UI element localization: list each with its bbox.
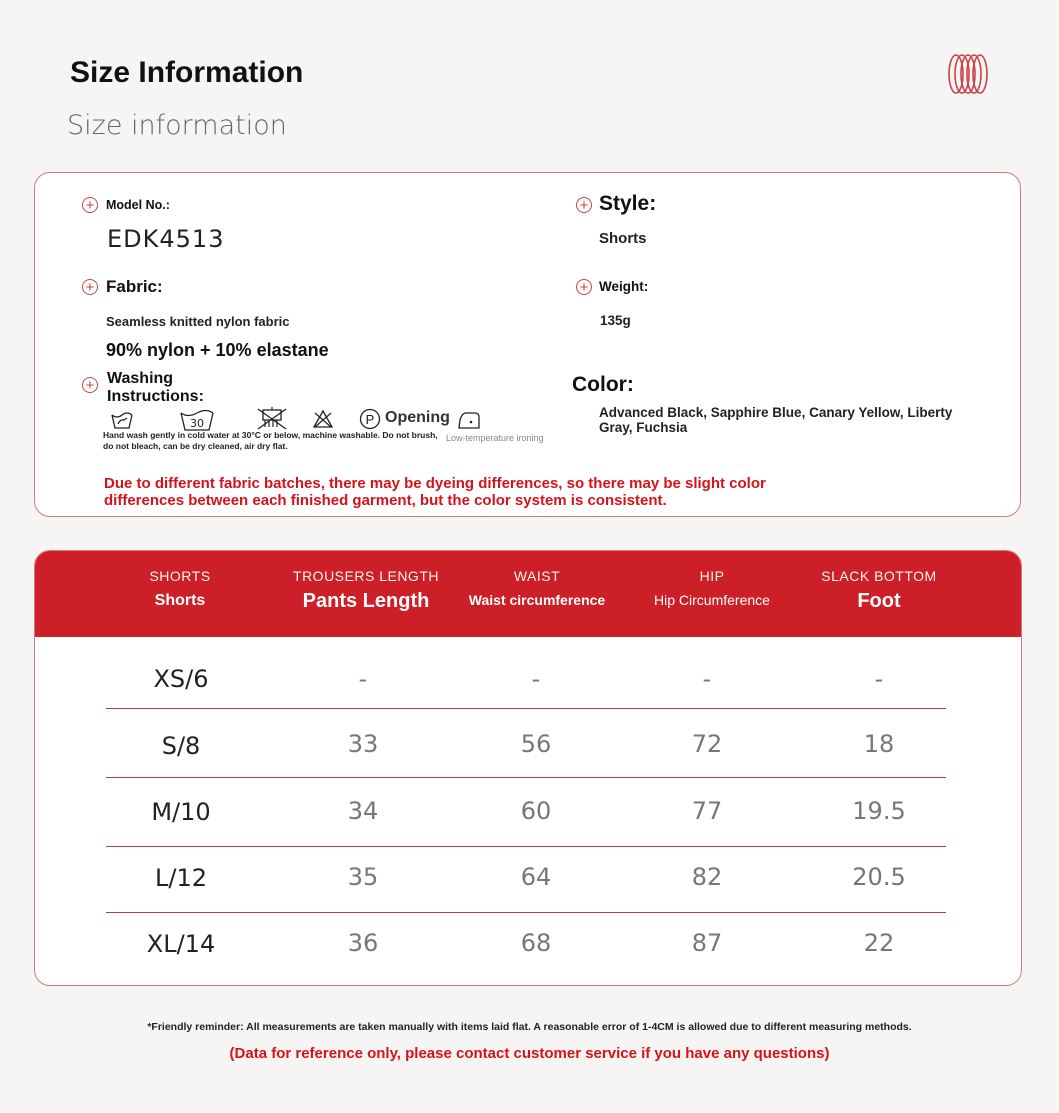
fabric-composition: 90% nylon + 10% elastane bbox=[106, 340, 329, 360]
foot-cell: 19.5 bbox=[852, 797, 906, 825]
low-iron-icon bbox=[456, 408, 482, 432]
hand-wash-icon bbox=[110, 410, 134, 430]
column-header-pants-length: TROUSERS LENGTH Pants Length bbox=[293, 568, 439, 612]
pants-length-cell: 35 bbox=[347, 863, 379, 891]
pants-length-cell: 36 bbox=[347, 929, 379, 957]
plus-icon: + bbox=[82, 279, 98, 295]
model-value: EDK4513 bbox=[107, 225, 225, 253]
foot-cell: - bbox=[874, 665, 884, 693]
style-value: Shorts bbox=[599, 230, 647, 247]
size-table bbox=[34, 550, 1022, 986]
hip-cell: 77 bbox=[691, 797, 723, 825]
column-header-hip: HIP Hip Circumference bbox=[654, 568, 770, 608]
brand-logo-icon bbox=[946, 52, 990, 96]
plus-icon: + bbox=[82, 197, 98, 213]
pants-length-cell: - bbox=[358, 665, 368, 693]
table-row bbox=[106, 781, 946, 847]
no-brush-icon bbox=[256, 407, 288, 431]
plus-icon: + bbox=[82, 377, 98, 393]
reference-note: (Data for reference only, please contact customer service if you have any questions) bbox=[229, 1045, 830, 1062]
model-label: Model No.: bbox=[106, 198, 170, 212]
size-cell: XS/6 bbox=[153, 665, 209, 693]
waist-cell: 60 bbox=[520, 797, 552, 825]
product-info-card bbox=[34, 172, 1021, 517]
column-header-waist: WAIST Waist circumference bbox=[468, 568, 606, 608]
fabric-label: Fabric: bbox=[106, 277, 163, 296]
column-header-foot: SLACK BOTTOM Foot bbox=[821, 568, 937, 612]
pants-length-cell: 34 bbox=[347, 797, 379, 825]
hip-cell: - bbox=[702, 665, 712, 693]
wash-note: Hand wash gently in cold water at 30°C or below, machine washable. Do not brush, do not bleach, can be dry cleaned, air dry flat. bbox=[103, 430, 438, 451]
page-title: Size Information bbox=[70, 56, 304, 89]
waist-cell: 68 bbox=[520, 929, 552, 957]
waist-cell: 64 bbox=[520, 863, 552, 891]
pants-length-cell: 33 bbox=[347, 730, 379, 758]
wash-30-icon bbox=[179, 408, 215, 432]
color-label: Color: bbox=[572, 373, 634, 396]
size-cell: M/10 bbox=[151, 798, 211, 826]
hip-cell: 87 bbox=[691, 929, 723, 957]
table-header bbox=[35, 551, 1021, 637]
column-header-shorts: SHORTS Shorts bbox=[149, 568, 211, 609]
waist-cell: - bbox=[531, 665, 541, 693]
wash-temp-label: 30 bbox=[190, 417, 204, 430]
table-row bbox=[106, 847, 946, 913]
measurement-reminder: *Friendly reminder: All measurements are taken manually with items laid flat. A reasonable error of 1-4CM is allowed due to different measuring methods. bbox=[147, 1021, 912, 1033]
size-cell: S/8 bbox=[161, 732, 201, 760]
hip-cell: 72 bbox=[691, 730, 723, 758]
weight-value: 135g bbox=[600, 313, 631, 328]
ironing-note: Low-temperature ironing bbox=[446, 433, 544, 443]
color-difference-warning: Due to different fabric batches, there may be dyeing differences, so there may be slight color differences between each finished garment, but the color system is consistent. bbox=[104, 475, 766, 509]
dry-clean-p-icon bbox=[359, 408, 381, 430]
table-row bbox=[106, 714, 946, 780]
color-value: Advanced Black, Sapphire Blue, Canary Yellow, Liberty Gray, Fuchsia bbox=[599, 405, 953, 435]
plus-icon: + bbox=[576, 197, 592, 213]
hip-cell: 82 bbox=[691, 863, 723, 891]
plus-icon: + bbox=[576, 279, 592, 295]
foot-cell: 20.5 bbox=[852, 863, 906, 891]
page-subtitle: Size information bbox=[67, 110, 287, 141]
waist-cell: 56 bbox=[520, 730, 552, 758]
washing-label: Washing Instructions: bbox=[107, 370, 204, 405]
table-row bbox=[106, 913, 946, 979]
table-row bbox=[106, 649, 946, 715]
opening-label: Opening bbox=[385, 409, 450, 426]
row-divider bbox=[106, 708, 946, 709]
svg-text:P: P bbox=[365, 412, 375, 427]
style-label: Style: bbox=[599, 192, 657, 215]
foot-cell: 18 bbox=[863, 730, 895, 758]
size-cell: L/12 bbox=[155, 864, 207, 892]
foot-cell: 22 bbox=[863, 929, 895, 957]
fabric-description: Seamless knitted nylon fabric bbox=[106, 314, 290, 329]
no-bleach-icon bbox=[312, 409, 334, 429]
row-divider bbox=[106, 777, 946, 778]
size-cell: XL/14 bbox=[146, 930, 216, 958]
weight-label: Weight: bbox=[599, 279, 649, 294]
